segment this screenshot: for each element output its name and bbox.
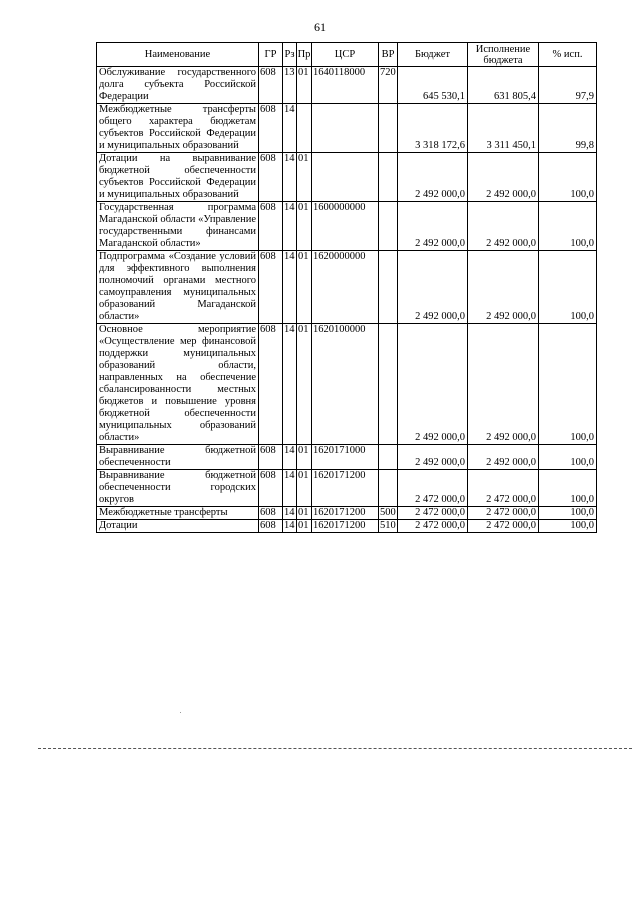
cell-pr: 01 — [297, 153, 312, 202]
cell-gr: 608 — [259, 104, 283, 153]
cell-vr — [379, 470, 398, 507]
cell-csr: 1620171200 — [312, 470, 379, 507]
header-vr: ВР — [379, 43, 398, 67]
cell-percent: 100,0 — [539, 324, 597, 445]
cell-percent: 100,0 — [539, 470, 597, 507]
cell-csr: 1620100000 — [312, 324, 379, 445]
cell-name: Выравнивание бюджетной обеспеченности городских округов — [97, 470, 259, 507]
cell-csr: 1620000000 — [312, 251, 379, 324]
table-row — [97, 520, 597, 533]
cell-rz: 14 — [283, 202, 297, 251]
cell-budget: 2 492 000,0 — [398, 324, 468, 445]
cell-gr: 608 — [259, 507, 283, 520]
cell-csr: 1620171000 — [312, 445, 379, 470]
cell-pr: 01 — [297, 251, 312, 324]
cell-budget: 645 530,1 — [398, 67, 468, 104]
cell-name: Основное мероприятие «Осуществление мер финансовой поддержки муниципальных образований области, направленных на обеспечение сбалансированности местных бюджетов и повышение уровня бюджетной обеспеченности муниципальных образований области» — [97, 324, 259, 445]
cell-execution: 2 492 000,0 — [468, 445, 539, 470]
cell-vr — [379, 202, 398, 251]
cell-percent: 100,0 — [539, 520, 597, 533]
bottom-rule — [38, 748, 632, 749]
cell-vr — [379, 104, 398, 153]
cell-gr: 608 — [259, 202, 283, 251]
cell-pr: 01 — [297, 67, 312, 104]
cell-vr: 510 — [380, 520, 396, 531]
cell-gr: 608 — [259, 251, 283, 324]
header-budget: Бюджет — [398, 43, 468, 67]
scan-speck — [180, 712, 181, 713]
cell-name: Межбюджетные трансферты — [97, 507, 259, 520]
table-row — [97, 202, 597, 251]
cell-vr: 500 — [380, 507, 396, 518]
cell-rz: 13 — [283, 67, 297, 104]
cell-percent: 99,8 — [539, 104, 597, 153]
table-row — [97, 445, 597, 470]
header-rz: Рз — [283, 43, 297, 67]
cell-budget: 2 492 000,0 — [398, 153, 468, 202]
cell-budget: 2 492 000,0 — [398, 445, 468, 470]
cell-execution: 2 492 000,0 — [468, 324, 539, 445]
cell-vr: 720 — [379, 67, 398, 104]
cell-name: Дотации на выравнивание бюджетной обеспеченности субъектов Российской Федерации и муниципальных образований — [97, 153, 259, 202]
cell-gr: 608 — [259, 445, 283, 470]
cell-name: Выравнивание бюджетной обеспеченности — [97, 445, 259, 470]
cell-budget: 2 472 000,0 — [398, 470, 468, 507]
header-pr: Пр — [297, 43, 312, 67]
header-execution: Исполнение бюджета — [468, 43, 539, 67]
cell-rz: 14 — [283, 251, 297, 324]
table-row — [97, 67, 597, 104]
cell-csr: 1620171200 — [312, 520, 379, 533]
cell-rz: 14 — [283, 104, 297, 153]
cell-budget: 2 472 000,0 — [398, 507, 468, 520]
header-gr: ГР — [259, 43, 283, 67]
cell-budget: 2 492 000,0 — [398, 251, 468, 324]
header-name: Наименование — [97, 43, 259, 67]
cell-name: Межбюджетные трансферты общего характера бюджетам субъектов Российской Федерации и муниципальных образований — [97, 104, 259, 153]
cell-budget: 2 492 000,0 — [398, 202, 468, 251]
cell-execution: 2 472 000,0 — [468, 470, 539, 507]
cell-csr — [312, 153, 379, 202]
cell-rz: 14 — [283, 324, 297, 445]
cell-execution: 631 805,4 — [468, 67, 539, 104]
cell-vr — [379, 153, 398, 202]
cell-pr: 01 — [297, 445, 312, 470]
cell-execution: 2 492 000,0 — [468, 153, 539, 202]
cell-percent: 100,0 — [539, 251, 597, 324]
cell-name: Дотации — [97, 520, 259, 533]
table-row — [97, 324, 597, 445]
header-percent: % исп. — [539, 43, 597, 67]
cell-gr: 608 — [259, 520, 283, 533]
cell-pr — [297, 104, 312, 153]
cell-percent: 100,0 — [539, 507, 597, 520]
cell-rz: 14 — [283, 153, 297, 202]
cell-percent: 97,9 — [539, 67, 597, 104]
cell-vr — [379, 324, 398, 445]
cell-percent: 100,0 — [539, 153, 597, 202]
header-csr: ЦСР — [312, 43, 379, 67]
table-row — [97, 251, 597, 324]
cell-csr — [312, 104, 379, 153]
cell-vr — [379, 251, 398, 324]
cell-name: Государственная программа Магаданской области «Управление государственными финансами Магаданской области» — [97, 202, 259, 251]
cell-pr: 01 — [297, 470, 312, 507]
cell-pr: 01 — [297, 520, 312, 533]
cell-csr: 1640118000 — [312, 67, 379, 104]
cell-gr: 608 — [259, 67, 283, 104]
page-number: 61 — [314, 20, 326, 34]
cell-gr: 608 — [259, 324, 283, 445]
cell-execution: 3 311 450,1 — [468, 104, 539, 153]
cell-budget: 3 318 172,6 — [398, 104, 468, 153]
cell-percent: 100,0 — [539, 202, 597, 251]
cell-csr: 1620171200 — [312, 507, 379, 520]
cell-csr: 1600000000 — [312, 202, 379, 251]
table-body — [97, 67, 597, 533]
cell-budget: 2 472 000,0 — [398, 520, 468, 533]
cell-vr — [379, 445, 398, 470]
cell-execution: 2 492 000,0 — [468, 202, 539, 251]
cell-execution: 2 492 000,0 — [468, 251, 539, 324]
cell-rz: 14 — [284, 520, 295, 531]
cell-name: Подпрограмма «Создание условий для эффективного выполнения полномочий органами местного самоуправления муниципальных образований Магаданской области» — [97, 251, 259, 324]
cell-rz: 14 — [284, 507, 295, 518]
cell-rz: 14 — [283, 470, 297, 507]
cell-pr: 01 — [297, 507, 312, 520]
cell-pr: 01 — [297, 324, 312, 445]
cell-pr: 01 — [297, 202, 312, 251]
table-row — [97, 104, 597, 153]
cell-percent: 100,0 — [539, 445, 597, 470]
table-row — [97, 153, 597, 202]
table-header-row — [97, 43, 597, 67]
budget-table — [96, 42, 597, 533]
cell-gr: 608 — [259, 470, 283, 507]
table-row — [97, 507, 597, 520]
cell-execution: 2 472 000,0 — [468, 520, 539, 533]
cell-rz: 14 — [283, 445, 297, 470]
cell-gr: 608 — [259, 153, 283, 202]
table-row — [97, 470, 597, 507]
cell-name: Обслуживание государственного долга субъекта Российской Федерации — [97, 67, 259, 104]
cell-execution: 2 472 000,0 — [468, 507, 539, 520]
